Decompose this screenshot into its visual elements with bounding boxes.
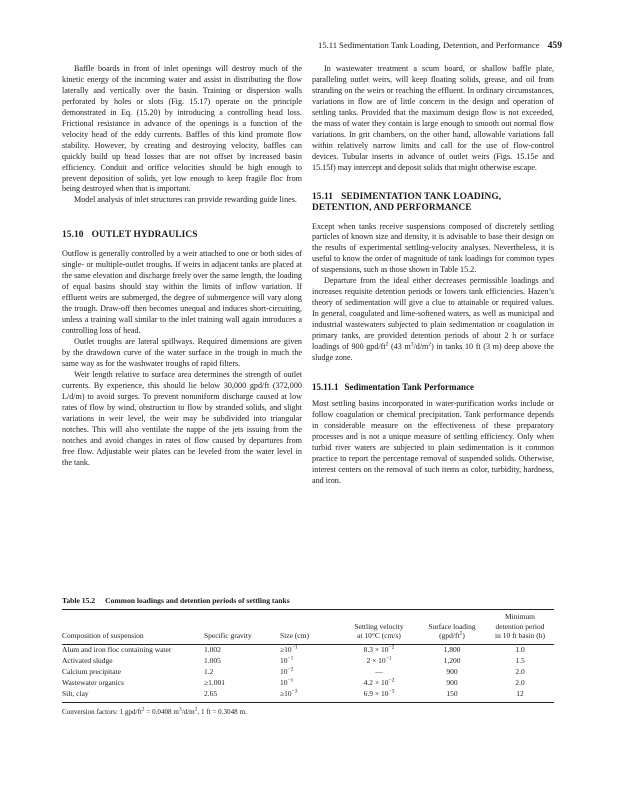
cell-text: 900 <box>446 667 458 676</box>
header-line: (gpd/ft <box>439 631 460 640</box>
cell-detention <box>486 678 554 689</box>
section-number: 15.11 <box>312 191 334 202</box>
cell-gravity <box>200 689 280 700</box>
cell-text: 8.3 × 10 <box>363 645 389 654</box>
paragraph: Weir length relative to surface area determines the strength of outlet currents. By experience, this should lie below 30,000 gpd/ft (372,000 L/d/m) to avoid surges. To prevent nonuniform discharge caused at low rates of flow by wind, obstruction to flow by stranded solids, and slight variations in weir level, the weir may be subdivided into triangular notches. This will also ventilate the nappe of the jets issuing from the notches and avoid changes in rates of flow caused by departures from free flow. Adjustable weir plates can be leveled from the water level in the tank. <box>62 369 302 467</box>
header-loading <box>418 610 486 644</box>
cell-text: 2.0 <box>515 678 525 687</box>
cell-text: 1,800 <box>443 645 461 654</box>
cell-detention <box>486 667 554 678</box>
text-run: /d/m <box>181 707 195 716</box>
cell-velocity <box>340 678 418 689</box>
table-caption <box>62 596 554 605</box>
subsection-number: 15.11.1 <box>312 381 339 392</box>
header-line: ) <box>462 631 465 640</box>
cell-gravity <box>200 667 280 678</box>
cell-size <box>280 645 340 656</box>
header-line: at 10°C (cm/s) <box>357 631 401 640</box>
cell-size <box>280 689 340 700</box>
cell-composition <box>62 689 200 700</box>
cell-velocity <box>340 667 418 678</box>
table-body <box>62 645 554 700</box>
cell-detention <box>486 656 554 667</box>
superscript: −3 <box>291 688 298 695</box>
text-run: Conversion factors: 1 gpd/ft <box>62 707 142 716</box>
header-line: detention period <box>495 621 545 631</box>
cell-loading <box>418 645 486 656</box>
paragraph: Except when tanks receive suspensions composed of discretely settling particles of known size and density, it is advisable to base their design on the results of experimental settling-velocity analyses. Nevertheless, it is useful to know the order of magnitude of tank loadings for common types of suspensions, such as those shown in Table 15.2. <box>312 221 554 275</box>
cell-text: 2.65 <box>204 689 218 698</box>
superscript: −2 <box>388 677 395 684</box>
cell-composition <box>62 678 200 689</box>
running-title: 15.11 Sedimentation Tank Loading, Detention, and Performance <box>318 40 540 50</box>
header-line: Surface loading <box>428 621 476 631</box>
paragraph: In wastewater treatment a scum board, or shallow baffle plate, paralleling outlet weirs, will keep floating solids, grease, and oil from stranding on the weirs or reaching the effluent. In ordinary circumstances, variations in flow are of little concern in the design and operation of settling tanks. Provided that the maximum design flow is not exceeded, the mass of water they contain is large enough to smooth out normal flow variations. In grit chambers, on the other hand, allowable variations fall within relatively narrow limits and call for the use of flow-control devices. Tubular inserts in advance of outlet weirs (Figs. 15.15e and 15.15f) may intercept and deposit solids that might otherwise escape. <box>312 64 554 172</box>
table-row <box>62 645 554 656</box>
cell-text: Silt, clay <box>62 689 89 698</box>
superscript: 2 <box>141 706 145 713</box>
cell-text: 6.9 × 10 <box>363 689 389 698</box>
cell-text: Activated sludge <box>62 656 113 665</box>
subsection-title: Sedimentation Tank Performance <box>344 381 475 392</box>
cell-text: Alum and iron floc containing water <box>62 645 172 654</box>
superscript: 2 <box>385 341 389 348</box>
cell-text: 2.0 <box>515 667 525 676</box>
cell-text: — <box>375 667 383 676</box>
cell-loading <box>418 656 486 667</box>
cell-size <box>280 678 340 689</box>
header-line: Settling velocity <box>354 621 404 631</box>
cell-composition <box>62 656 200 667</box>
cell-text: 1.5 <box>515 656 525 665</box>
header-detention <box>486 610 554 644</box>
paragraph: Baffle boards in front of inlet openings will destroy much of the kinetic energy of the incoming water and assist in distributing the flow laterally and vertically over the basin. Training or dispersion walls perforated by holes or slots (Fig. 15.17) operate on the principle demonstrated in Eq. (15.20) by introducing a controlling head loss. Frictional resistance in advance of the openings is a function of the velocity head of the eddy currents. Baffles of this kind promote flow stability. However, by creating and destroying velocity, baffles can quickly build up head losses that are not offset by increased basin efficiency. Conduit and orifice velocities should be high enough to prevent deposition of solids, yet low enough to keep fragile floc from being destroyed when that is important. <box>62 64 302 194</box>
table-caption-text: Common loadings and detention periods of settling tanks <box>105 596 290 605</box>
page-number: 459 <box>547 40 562 51</box>
paragraph: Most settling basins incorporated in water-purification works include or follow coagulation or chemical precipitation. Tank performance depends in considerable measure on the effectiveness of these preparatory processes and is not a unique measure of settling efficiency. Only when turbid river waters are subjected to plain sedimentation is it common practice to report the percentage removal of suspended solids. Otherwise, interest centers on the removal of such items as color, turbidity, hardness, and iron. <box>312 398 554 485</box>
cell-text: 10 <box>280 656 288 665</box>
cell-velocity <box>340 656 418 667</box>
superscript: −1 <box>385 655 392 662</box>
cell-text: 1.002 <box>204 645 221 654</box>
table-bottom-rule <box>62 702 554 703</box>
section-heading <box>62 230 302 241</box>
header-composition: Composition of suspension <box>62 631 144 640</box>
paragraph: Model analysis of inlet structures can provide rewarding guide lines. <box>74 195 297 205</box>
section-title: OUTLET HYDRAULICS <box>91 230 198 241</box>
subsection-heading <box>312 382 554 393</box>
superscript: 3 <box>410 341 414 348</box>
header-gravity: Specific gravity <box>204 631 252 640</box>
cell-text: ≥10 <box>280 689 292 698</box>
cell-loading <box>418 667 486 678</box>
text-run: Departure from the ideal either decreases permissible loadings and increases requisite detention periods or lowers tank efficiencies. Hazen’s theory of sedimentation will give a clue to attainable or required values. In general, coagulated and lime-softened waters, as well as municipal and industrial wastewaters subjected to plain sedimentation or coagulation in primary tanks, are provided detention periods of about 2 h or surface loadings of 900 gpd/ft <box>312 276 554 352</box>
cell-text: 1,200 <box>443 656 461 665</box>
cell-velocity <box>340 645 418 656</box>
cell-text: ≥1.001 <box>204 678 225 687</box>
text-run: ) in tanks 10 ft (3 m) deep above the sludge zone. <box>312 342 554 362</box>
header-line: Minimum <box>504 612 535 621</box>
text-run: = 0.0408 m <box>144 707 179 716</box>
data-table <box>62 610 554 700</box>
cell-text: 1.2 <box>204 667 214 676</box>
superscript: 3 <box>178 706 182 713</box>
paragraph: Outlet troughs are lateral spillways. Required dimensions are given by the drawdown curve of the water surface in the trough in much the same way as for the washwater troughs of rapid filters. <box>62 337 302 368</box>
table-row <box>62 667 554 678</box>
header-line: in 10 ft basin (h) <box>495 631 545 640</box>
cell-loading <box>418 678 486 689</box>
section-title-line2: DETENTION, AND PERFORMANCE <box>312 202 472 213</box>
table-row <box>62 656 554 667</box>
text-run: (43 m <box>388 342 411 352</box>
superscript: −1 <box>287 655 294 662</box>
superscript: −2 <box>287 666 294 673</box>
cell-composition <box>62 645 200 656</box>
table-row <box>62 678 554 689</box>
cell-text: Wastewater organics <box>62 678 124 687</box>
left-column <box>62 64 302 468</box>
section-title-line1: SEDIMENTATION TANK LOADING, <box>341 191 502 202</box>
cell-text: 12 <box>516 689 524 698</box>
section-number: 15.10 <box>62 230 84 241</box>
header-velocity <box>340 610 418 644</box>
cell-text: 1.0 <box>515 645 525 654</box>
superscript: −1 <box>287 677 294 684</box>
cell-text: 2 × 10 <box>366 656 386 665</box>
cell-gravity <box>200 678 280 689</box>
cell-text: 10 <box>280 667 288 676</box>
cell-loading <box>418 689 486 700</box>
cell-text: 1.005 <box>204 656 221 665</box>
table-row <box>62 689 554 700</box>
text-run: , 1 ft = 0.3048 m. <box>197 707 247 716</box>
table-label: Table 15.2 <box>62 596 96 605</box>
superscript: 2 <box>459 630 463 637</box>
cell-size <box>280 667 340 678</box>
cell-detention <box>486 689 554 700</box>
superscript: −3 <box>388 688 395 695</box>
cell-composition <box>62 667 200 678</box>
table-15-2 <box>62 596 554 716</box>
cell-text: 900 <box>446 678 458 687</box>
right-column <box>312 64 554 487</box>
superscript: −2 <box>388 644 395 651</box>
text-run: /d/m <box>413 342 429 352</box>
cell-text: 10 <box>280 678 288 687</box>
running-head <box>62 40 562 51</box>
superscript: 2 <box>428 341 432 348</box>
cell-size <box>280 656 340 667</box>
cell-text: 150 <box>446 689 458 698</box>
cell-gravity <box>200 656 280 667</box>
superscript: 2 <box>194 706 198 713</box>
cell-text: Calcium precipitate <box>62 667 121 676</box>
table-header-row <box>62 610 554 644</box>
cell-gravity <box>200 645 280 656</box>
paragraph: Outflow is generally controlled by a weir attached to one or both sides of single- or multiple-outlet troughs. If weirs in adjacent tanks are placed at the same elevation and discharge freely over the same length, the loading of equal basins should stay within the limits of inflow variation. If effluent weirs are submerged, the degree of submergence will vary along the trough. Draw-off then becomes unequal and induces short-circuiting, unless a training wall similar to the inlet training wall again introduces a controlling loss of head. <box>62 249 302 336</box>
cell-detention <box>486 645 554 656</box>
cell-text: ≥10 <box>280 645 292 654</box>
cell-velocity <box>340 689 418 700</box>
section-heading <box>312 192 554 214</box>
header-size: Size (cm) <box>280 631 309 640</box>
superscript: −1 <box>291 644 298 651</box>
cell-text: 4.2 × 10 <box>363 678 389 687</box>
table-footnote <box>62 708 554 716</box>
paragraph <box>312 276 554 364</box>
